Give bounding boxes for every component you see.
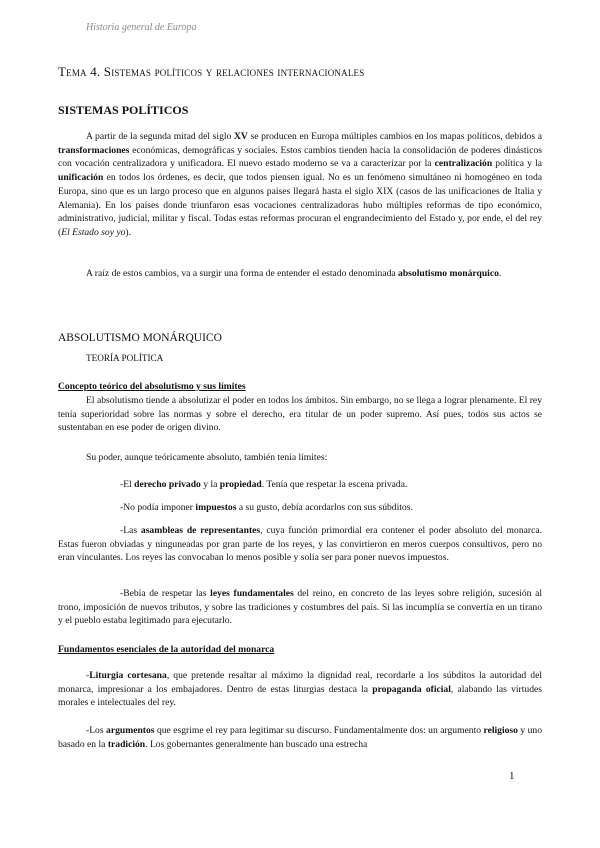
paragraph-concepto [58, 394, 542, 435]
text-run: A partir de la segunda mitad del siglo [86, 131, 234, 142]
text-run: y uno basado en la [58, 725, 543, 750]
text-run: Su poder, aunque teóricamente absoluto, también tenía límites: [86, 452, 328, 463]
section-heading-sistemas-text: SISTEMAS POLÍTICOS [58, 103, 189, 117]
text-run: A raíz de estos cambios, va a surgir una forma de entender el estado denominada [86, 268, 399, 279]
text-run: -Las [120, 525, 141, 536]
text-run: se producen en Europa múltiples cambios en los mapas políticos, debidos a [247, 131, 542, 142]
subsection-heading-teoria: TEORÍA POLÍTICA [86, 353, 164, 363]
bold-text: transformaciones [58, 144, 130, 156]
paragraph-limites [58, 451, 542, 465]
text-run: -Bebía de respetar las [120, 588, 211, 599]
text-run: que esgrime el rey para legitimar su discurso. Fundamentalmente dos: un argumento [154, 725, 484, 736]
text-run: a su gusto, debía acordarlos con sus súbditos. [236, 502, 413, 513]
paragraph-intro [58, 130, 542, 240]
heading-concepto: Concepto teórico del absolutismo y sus límites [58, 381, 246, 392]
text-run: , cuya función primordial era contener el poder absoluto del monarca. Estas fueron obviadas y ninguneadas por gran parte de los reyes, y las convirtieron en meros cuerpos consultivos, pero no eran vinculantes. Los reyes las convocaban lo menos posible y solía ser para poner nuevos impuestos. [58, 525, 542, 564]
bold-text: tradición [107, 738, 146, 750]
bold-text: unificación [58, 172, 104, 184]
bold-text: propiedad [219, 479, 262, 490]
list-item-limit [58, 587, 542, 628]
list-item-limit [58, 478, 542, 492]
text-run: . Tenía que respetar la escena privada. [261, 479, 408, 490]
text-run: económicas, demográficas y sociales. Estos cambios tienden hacia la consolidación de poderes dinásticos con vocación centralizadora y unificadora. El nuevo estado moderno se va a caracterizar por la [58, 144, 542, 170]
text-run: . Los gobernantes generalmente han buscado una estrecha [145, 738, 368, 750]
bold-text: derecho privado [134, 479, 201, 490]
paragraph-liturgia [58, 669, 542, 710]
heading-fundamentos: Fundamentos esenciales de la autoridad del monarca [58, 644, 275, 655]
bold-text: Liturgia cortesana [89, 670, 167, 681]
bold-text: propaganda oficial [372, 683, 451, 695]
text-run: . [498, 268, 502, 279]
text-run: El absolutismo tiende a absolutizar el poder en todos los ámbitos. Sin embargo, no se llega a lograr plenamente. El rey tenía superioridad sobre las normas y sobre el derecho, era titular de un poder supremo. Así pues, todos sus actos se sustentaban en ese poder de origen divino. [58, 395, 542, 434]
list-item-limit [58, 524, 542, 565]
text-run: y la [200, 479, 220, 490]
paragraph-absolutismo-intro [58, 267, 542, 281]
section-heading-sistemas [58, 103, 188, 118]
list-item-limit [58, 501, 542, 515]
text-run: - [86, 670, 90, 681]
text-run: ). [125, 226, 132, 238]
italic-text: El Estado soy yo [61, 226, 126, 238]
bold-text: religioso [483, 725, 518, 736]
bold-text: centralización [434, 158, 493, 170]
text-run: en todos los órdenes, es decir, que todos piensen igual. No es un fenómeno simultáneo ni homogéneo en toda Europa, sino que es un largo proceso que en algunos países llegará hasta el siglo XIX (casos de las unificaciones de Italia y Alemania). En los países donde triunfaron esas vocaciones centralizadoras hubo múltiples reformas de tipo económico, administrativo, judicial, militar y fiscal. Todas estas reformas procuran el engrandecimiento del Estado y, por ende, el del rey ( [58, 172, 542, 238]
text-run: -El [120, 479, 135, 490]
bold-text: absolutismo monárquico [398, 268, 499, 279]
chapter-title [58, 64, 364, 80]
text-run: , alabando las virtudes morales e intelectuales del rey. [58, 683, 542, 709]
bold-text: asambleas de representantes [140, 525, 261, 536]
bold-text: XV [233, 131, 248, 142]
running-header: Historia general de Europa [86, 22, 197, 33]
text-run: política y la [492, 158, 542, 170]
section-heading-absolutismo: ABSOLUTISMO MONÁRQUICO [58, 332, 222, 344]
text-run: , que pretende resaltar al máximo la dignidad real, recordarle a los súbditos la autoridad del monarca, impresionar a los embajadores. Dentro de estas liturgias destaca la [58, 670, 542, 695]
bold-text: leyes fundamentales [210, 588, 294, 599]
text-run: -No podía imponer [120, 502, 196, 513]
bold-text: argumentos [106, 725, 155, 736]
bold-text: impuestos [195, 502, 237, 513]
chapter-title-text: Tema 4. Sistemas políticos y relaciones internacionales [58, 64, 365, 79]
text-run: -Los [86, 725, 107, 736]
page-number: 1 [509, 770, 515, 782]
paragraph-argumentos [58, 724, 542, 751]
text-run: del reino, en concreto de las leyes sobre religión, sucesión al trono, imposición de nuevos tributos, y sobre las tradiciones y costumbres del país. Si las incumplía se convertía en un tirano y el pueblo estaba legitimado para ejecutarlo. [58, 588, 542, 627]
